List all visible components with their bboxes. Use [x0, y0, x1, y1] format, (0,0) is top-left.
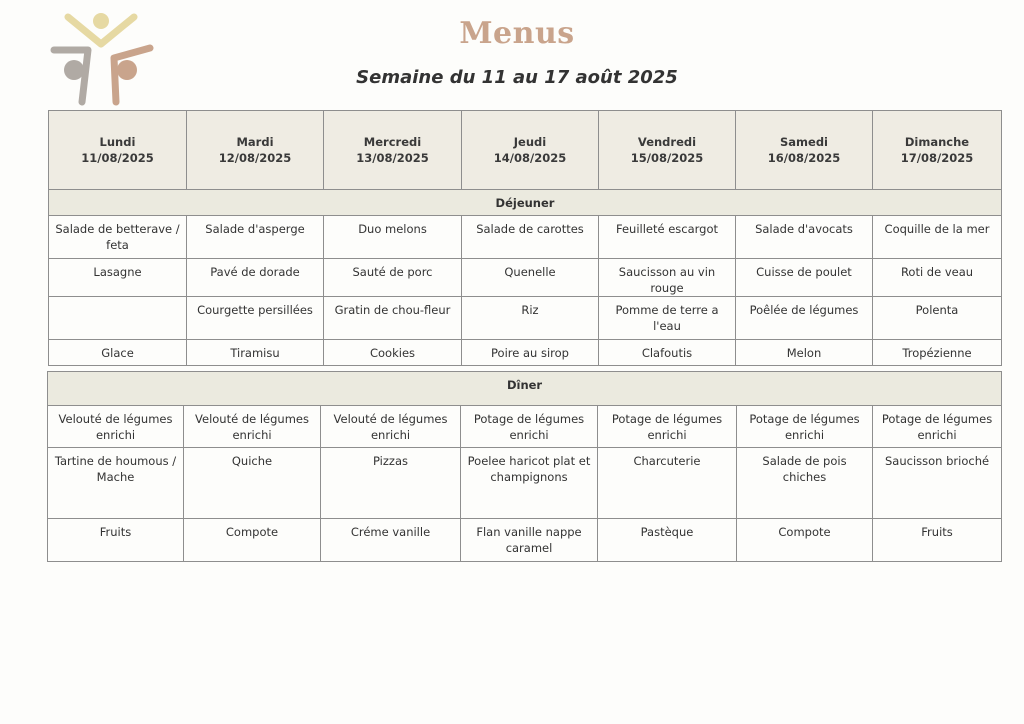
week-subtitle: Semaine du 11 au 17 août 2025 [356, 67, 678, 88]
menu-cell: Pastèque [598, 519, 737, 562]
day-date: 15/08/2025 [630, 151, 704, 165]
menu-cell: Gratin de chou-fleur [324, 297, 462, 340]
menu-cell: Potage de légumes enrichi [598, 406, 737, 448]
day-header-vendredi [599, 111, 736, 190]
menu-cell: Velouté de légumes enrichi [321, 406, 461, 448]
menu-cell: Roti de veau [873, 259, 1002, 297]
day-name: Dimanche [904, 135, 970, 149]
day-name: Mardi [236, 135, 274, 149]
diner-table [47, 371, 1002, 562]
menu-cell: Poire au sirop [462, 340, 599, 366]
day-date: 17/08/2025 [900, 151, 974, 165]
day-date: 16/08/2025 [767, 151, 841, 165]
menu-cell: Charcuterie [598, 448, 737, 519]
menu-cell: Pizzas [321, 448, 461, 519]
menu-cell: Poelee haricot plat et champignons [461, 448, 598, 519]
table-row [48, 448, 1002, 519]
dejeuner-section-label: Déjeuner [49, 190, 1002, 216]
menu-cell: Salade de carottes [462, 216, 599, 259]
menu-cell: Potage de légumes enrichi [873, 406, 1002, 448]
day-date: 14/08/2025 [493, 151, 567, 165]
menu-cell: Feuilleté escargot [599, 216, 736, 259]
menu-cell: Poêlée de légumes [736, 297, 873, 340]
day-date: 12/08/2025 [218, 151, 292, 165]
day-header-jeudi [462, 111, 599, 190]
menu-cell: Pomme de terre a l'eau [599, 297, 736, 340]
day-date: 13/08/2025 [356, 151, 429, 165]
day-name: Vendredi [637, 135, 697, 149]
day-header-mardi [187, 111, 324, 190]
page-title: Menus [459, 16, 575, 51]
menu-cell: Velouté de légumes enrichi [48, 406, 184, 448]
day-name: Mercredi [363, 135, 422, 149]
menu-cell: Sauté de porc [324, 259, 462, 297]
menu-cell: Fruits [48, 519, 184, 562]
menu-cell: Lasagne [49, 259, 187, 297]
menu-cell: Cookies [324, 340, 462, 366]
dejeuner-table [48, 110, 1002, 366]
menu-cell: Glace [49, 340, 187, 366]
menu-cell: Tropézienne [873, 340, 1002, 366]
menu-cell: Tartine de houmous / Mache [48, 448, 184, 519]
table-row [48, 406, 1002, 448]
menu-cell: Quenelle [462, 259, 599, 297]
menu-cell [49, 297, 187, 340]
day-header-dimanche [873, 111, 1002, 190]
menu-cell: Fruits [873, 519, 1002, 562]
menu-cell: Potage de légumes enrichi [461, 406, 598, 448]
menu-cell: Saucisson brioché [873, 448, 1002, 519]
menu-cell: Pavé de dorade [187, 259, 324, 297]
menu-cell: Compote [737, 519, 873, 562]
day-name: Samedi [780, 135, 828, 149]
menu-cell: Salade d'avocats [736, 216, 873, 259]
menu-cell: Potage de légumes enrichi [737, 406, 873, 448]
day-name: Lundi [99, 135, 136, 149]
menu-cell: Quiche [184, 448, 321, 519]
day-header-lundi [49, 111, 187, 190]
menu-cell: Salade de pois chiches [737, 448, 873, 519]
table-row [48, 519, 1002, 562]
table-row [49, 340, 1002, 366]
menu-cell: Flan vanille nappe caramel [461, 519, 598, 562]
day-date: 11/08/2025 [81, 151, 154, 165]
menu-cell: Melon [736, 340, 873, 366]
table-row [49, 297, 1002, 340]
menu-cell: Riz [462, 297, 599, 340]
menu-cell: Tiramisu [187, 340, 324, 366]
menu-cell: Salade d'asperge [187, 216, 324, 259]
menu-cell: Clafoutis [599, 340, 736, 366]
menu-cell: Polenta [873, 297, 1002, 340]
menu-cell: Cuisse de poulet [736, 259, 873, 297]
day-name: Jeudi [513, 135, 547, 149]
day-header-samedi [736, 111, 873, 190]
menu-cell: Courgette persillées [187, 297, 324, 340]
menu-cell: Duo melons [324, 216, 462, 259]
menu-cell: Salade de betterave / feta [49, 216, 187, 259]
day-header-row [49, 111, 1002, 190]
day-header-mercredi [324, 111, 462, 190]
menu-cell: Velouté de légumes enrichi [184, 406, 321, 448]
table-row [49, 259, 1002, 297]
table-row [49, 216, 1002, 259]
menu-cell: Créme vanille [321, 519, 461, 562]
diner-section-label: Dîner [48, 372, 1002, 406]
menu-cell: Compote [184, 519, 321, 562]
menu-cell: Coquille de la mer [873, 216, 1002, 259]
menu-cell: Saucisson au vin rouge [599, 259, 736, 297]
